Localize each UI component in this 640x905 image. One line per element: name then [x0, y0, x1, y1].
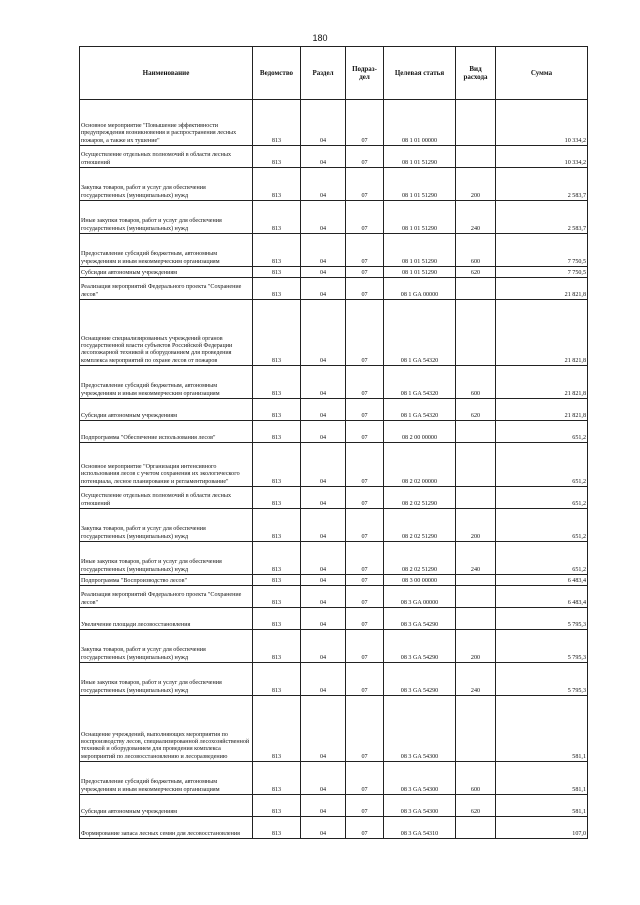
cell-sum: 10 334,2	[496, 100, 588, 146]
cell-name: Закупка товаров, работ и услуг для обеспечения государственных (муниципальных) нужд	[80, 509, 253, 542]
cell-section: 04	[301, 817, 346, 839]
cell-name: Иные закупки товаров, работ и услуг для обеспечения государственных (муниципальных) нужд	[80, 663, 253, 696]
table-row	[80, 487, 588, 509]
cell-dept: 813	[253, 267, 301, 278]
cell-section: 04	[301, 630, 346, 663]
cell-dept: 813	[253, 575, 301, 586]
cell-target: 08 3 GA 54300	[384, 795, 456, 817]
cell-dept: 813	[253, 630, 301, 663]
page-number: 180	[312, 33, 328, 43]
cell-type: 240	[456, 663, 496, 696]
cell-section: 04	[301, 542, 346, 575]
table-row	[80, 795, 588, 817]
cell-subsection: 07	[346, 542, 384, 575]
cell-type: 240	[456, 542, 496, 575]
cell-dept: 813	[253, 586, 301, 608]
cell-sum: 7 750,5	[496, 234, 588, 267]
cell-sum: 5 795,3	[496, 630, 588, 663]
column-header-target: Целевая статья	[384, 47, 456, 100]
cell-target: 08 3 GA 00000	[384, 586, 456, 608]
table-row	[80, 146, 588, 168]
cell-dept: 813	[253, 421, 301, 443]
cell-target: 08 3 GA 54300	[384, 762, 456, 795]
cell-section: 04	[301, 663, 346, 696]
cell-target: 08 2 02 51290	[384, 509, 456, 542]
cell-dept: 813	[253, 487, 301, 509]
cell-section: 04	[301, 399, 346, 421]
cell-target: 08 3 GA 54310	[384, 817, 456, 839]
cell-sum: 21 821,8	[496, 278, 588, 300]
cell-dept: 813	[253, 817, 301, 839]
cell-sum: 651,2	[496, 509, 588, 542]
cell-section: 04	[301, 300, 346, 366]
cell-type	[456, 487, 496, 509]
cell-type: 600	[456, 762, 496, 795]
cell-type: 600	[456, 234, 496, 267]
cell-dept: 813	[253, 278, 301, 300]
cell-name: Подпрограмма "Воспроизводство лесов"	[80, 575, 253, 586]
cell-sum: 651,2	[496, 421, 588, 443]
cell-section: 04	[301, 509, 346, 542]
cell-type	[456, 146, 496, 168]
cell-dept: 813	[253, 168, 301, 201]
column-header-subsection: Подраз-дел	[346, 47, 384, 100]
cell-sum: 6 483,4	[496, 575, 588, 586]
cell-dept: 813	[253, 608, 301, 630]
cell-section: 04	[301, 278, 346, 300]
cell-section: 04	[301, 267, 346, 278]
cell-subsection: 07	[346, 762, 384, 795]
cell-section: 04	[301, 100, 346, 146]
cell-target: 08 1 01 51290	[384, 168, 456, 201]
table-row	[80, 234, 588, 267]
table-row	[80, 663, 588, 696]
cell-target: 08 1 01 51290	[384, 146, 456, 168]
cell-dept: 813	[253, 234, 301, 267]
table-row	[80, 762, 588, 795]
cell-subsection: 07	[346, 509, 384, 542]
cell-subsection: 07	[346, 421, 384, 443]
table-row	[80, 630, 588, 663]
cell-dept: 813	[253, 762, 301, 795]
cell-dept: 813	[253, 300, 301, 366]
cell-sum: 5 795,3	[496, 608, 588, 630]
table-row	[80, 575, 588, 586]
cell-dept: 813	[253, 795, 301, 817]
cell-subsection: 07	[346, 575, 384, 586]
cell-name: Субсидии автономным учреждениям	[80, 399, 253, 421]
cell-type	[456, 100, 496, 146]
cell-sum: 10 334,2	[496, 146, 588, 168]
cell-target: 08 1 01 51290	[384, 201, 456, 234]
cell-section: 04	[301, 608, 346, 630]
cell-sum: 651,2	[496, 443, 588, 487]
cell-type: 600	[456, 366, 496, 399]
cell-name: Основное мероприятие "Повышение эффективности предупреждения возникновения и распространения лесных пожаров, а также их тушение"	[80, 100, 253, 146]
cell-sum: 651,2	[496, 487, 588, 509]
cell-subsection: 07	[346, 399, 384, 421]
cell-sum: 6 483,4	[496, 586, 588, 608]
cell-target: 08 3 GA 54290	[384, 630, 456, 663]
cell-dept: 813	[253, 201, 301, 234]
cell-name: Реализация мероприятий Федерального проекта "Сохранение лесов"	[80, 278, 253, 300]
cell-sum: 581,1	[496, 762, 588, 795]
table-row	[80, 542, 588, 575]
table-row	[80, 509, 588, 542]
cell-sum: 581,1	[496, 696, 588, 762]
table-row	[80, 300, 588, 366]
cell-subsection: 07	[346, 487, 384, 509]
cell-subsection: 07	[346, 696, 384, 762]
cell-section: 04	[301, 421, 346, 443]
cell-target: 08 3 GA 54290	[384, 608, 456, 630]
cell-type: 200	[456, 509, 496, 542]
cell-target: 08 3 GA 54300	[384, 696, 456, 762]
cell-name: Субсидии автономным учреждениям	[80, 795, 253, 817]
cell-section: 04	[301, 586, 346, 608]
table-row	[80, 168, 588, 201]
cell-subsection: 07	[346, 630, 384, 663]
cell-section: 04	[301, 146, 346, 168]
cell-name: Осуществление отдельных полномочий в области лесных отношений	[80, 487, 253, 509]
cell-sum: 2 583,7	[496, 168, 588, 201]
cell-type	[456, 278, 496, 300]
cell-section: 04	[301, 487, 346, 509]
cell-section: 04	[301, 168, 346, 201]
cell-sum: 21 821,8	[496, 300, 588, 366]
cell-type	[456, 696, 496, 762]
table-row	[80, 278, 588, 300]
cell-name: Предоставление субсидий бюджетным, автономным учреждениям и иным некоммерческим организациям	[80, 234, 253, 267]
cell-name: Закупка товаров, работ и услуг для обеспечения государственных (муниципальных) нужд	[80, 630, 253, 663]
column-header-dept: Ведомство	[253, 47, 301, 100]
cell-sum: 651,2	[496, 542, 588, 575]
cell-target: 08 1 GA 54320	[384, 300, 456, 366]
cell-target: 08 2 02 00000	[384, 443, 456, 487]
cell-type: 620	[456, 399, 496, 421]
cell-dept: 813	[253, 509, 301, 542]
cell-target: 08 1 GA 54320	[384, 366, 456, 399]
cell-target: 08 1 GA 00000	[384, 278, 456, 300]
cell-name: Основное мероприятие "Организация интенсивного использования лесов с учетом сохранения их экологического потенциала, лесное планирование и регламентирование"	[80, 443, 253, 487]
cell-target: 08 2 02 51290	[384, 487, 456, 509]
cell-sum: 21 821,8	[496, 366, 588, 399]
cell-type	[456, 575, 496, 586]
table-row	[80, 366, 588, 399]
cell-section: 04	[301, 443, 346, 487]
cell-type: 620	[456, 267, 496, 278]
column-header-sum: Сумма	[496, 47, 588, 100]
cell-sum: 107,0	[496, 817, 588, 839]
cell-name: Подпрограмма "Обеспечение использования лесов"	[80, 421, 253, 443]
cell-name: Субсидии автономным учреждениям	[80, 267, 253, 278]
table-row	[80, 608, 588, 630]
cell-type: 240	[456, 201, 496, 234]
cell-subsection: 07	[346, 795, 384, 817]
cell-subsection: 07	[346, 586, 384, 608]
cell-sum: 21 821,8	[496, 399, 588, 421]
cell-target: 08 1 01 00000	[384, 100, 456, 146]
cell-name: Увеличение площади лесовосстановления	[80, 608, 253, 630]
cell-dept: 813	[253, 399, 301, 421]
cell-target: 08 2 02 51290	[384, 542, 456, 575]
cell-type: 200	[456, 630, 496, 663]
cell-dept: 813	[253, 663, 301, 696]
cell-subsection: 07	[346, 608, 384, 630]
budget-table	[79, 46, 588, 839]
cell-target: 08 3 GA 54290	[384, 663, 456, 696]
table-row	[80, 100, 588, 146]
cell-name: Предоставление субсидий бюджетным, автономным учреждениям и иным некоммерческим организациям	[80, 366, 253, 399]
cell-section: 04	[301, 201, 346, 234]
table-row	[80, 421, 588, 443]
header-row	[80, 47, 588, 100]
cell-section: 04	[301, 762, 346, 795]
column-header-name: Наименование	[80, 47, 253, 100]
cell-name: Формирование запаса лесных семян для лесовосстановления	[80, 817, 253, 839]
column-header-type: Вид расхода	[456, 47, 496, 100]
cell-dept: 813	[253, 696, 301, 762]
cell-subsection: 07	[346, 201, 384, 234]
cell-name: Реализация мероприятий Федерального проекта "Сохранение лесов"	[80, 586, 253, 608]
cell-subsection: 07	[346, 663, 384, 696]
cell-dept: 813	[253, 146, 301, 168]
cell-subsection: 07	[346, 278, 384, 300]
table-row	[80, 817, 588, 839]
table-row	[80, 399, 588, 421]
cell-subsection: 07	[346, 168, 384, 201]
cell-name: Осуществление отдельных полномочий в области лесных отношений	[80, 146, 253, 168]
cell-subsection: 07	[346, 234, 384, 267]
cell-name: Закупка товаров, работ и услуг для обеспечения государственных (муниципальных) нужд	[80, 168, 253, 201]
cell-type	[456, 608, 496, 630]
cell-name: Иные закупки товаров, работ и услуг для обеспечения государственных (муниципальных) нужд	[80, 542, 253, 575]
cell-target: 08 3 00 00000	[384, 575, 456, 586]
cell-subsection: 07	[346, 817, 384, 839]
cell-subsection: 07	[346, 300, 384, 366]
cell-section: 04	[301, 696, 346, 762]
cell-dept: 813	[253, 542, 301, 575]
cell-section: 04	[301, 366, 346, 399]
cell-subsection: 07	[346, 366, 384, 399]
table-row	[80, 443, 588, 487]
cell-dept: 813	[253, 100, 301, 146]
cell-subsection: 07	[346, 267, 384, 278]
cell-type	[456, 817, 496, 839]
cell-dept: 813	[253, 443, 301, 487]
cell-section: 04	[301, 795, 346, 817]
table-row	[80, 201, 588, 234]
column-header-section: Раздел	[301, 47, 346, 100]
cell-dept: 813	[253, 366, 301, 399]
cell-target: 08 1 GA 54320	[384, 399, 456, 421]
cell-section: 04	[301, 575, 346, 586]
table-body	[80, 100, 588, 839]
cell-type	[456, 586, 496, 608]
table-row	[80, 267, 588, 278]
cell-target: 08 2 00 00000	[384, 421, 456, 443]
cell-type: 620	[456, 795, 496, 817]
cell-name: Оснащение специализированных учреждений органов государственной власти субъектов Российской Федерации лесопожарной техникой и оборудованием для проведения комплекса мероприятий по охране лесов от пожаров	[80, 300, 253, 366]
cell-sum: 2 583,7	[496, 201, 588, 234]
cell-sum: 581,1	[496, 795, 588, 817]
cell-target: 08 1 01 51290	[384, 234, 456, 267]
cell-section: 04	[301, 234, 346, 267]
cell-type	[456, 421, 496, 443]
cell-sum: 7 750,5	[496, 267, 588, 278]
table-row	[80, 586, 588, 608]
cell-type	[456, 443, 496, 487]
cell-name: Оснащение учреждений, выполняющих мероприятия по воспроизводству лесов, специализированной лесохозяйственной техникой и оборудованием для проведения комплекса мероприятий по лесовосстановлению и лесоразведению	[80, 696, 253, 762]
cell-target: 08 1 01 51290	[384, 267, 456, 278]
cell-name: Иные закупки товаров, работ и услуг для обеспечения государственных (муниципальных) нужд	[80, 201, 253, 234]
cell-type	[456, 300, 496, 366]
cell-subsection: 07	[346, 100, 384, 146]
cell-name: Предоставление субсидий бюджетным, автономным учреждениям и иным некоммерческим организациям	[80, 762, 253, 795]
table-row	[80, 696, 588, 762]
cell-subsection: 07	[346, 146, 384, 168]
cell-type: 200	[456, 168, 496, 201]
cell-sum: 5 795,3	[496, 663, 588, 696]
cell-subsection: 07	[346, 443, 384, 487]
